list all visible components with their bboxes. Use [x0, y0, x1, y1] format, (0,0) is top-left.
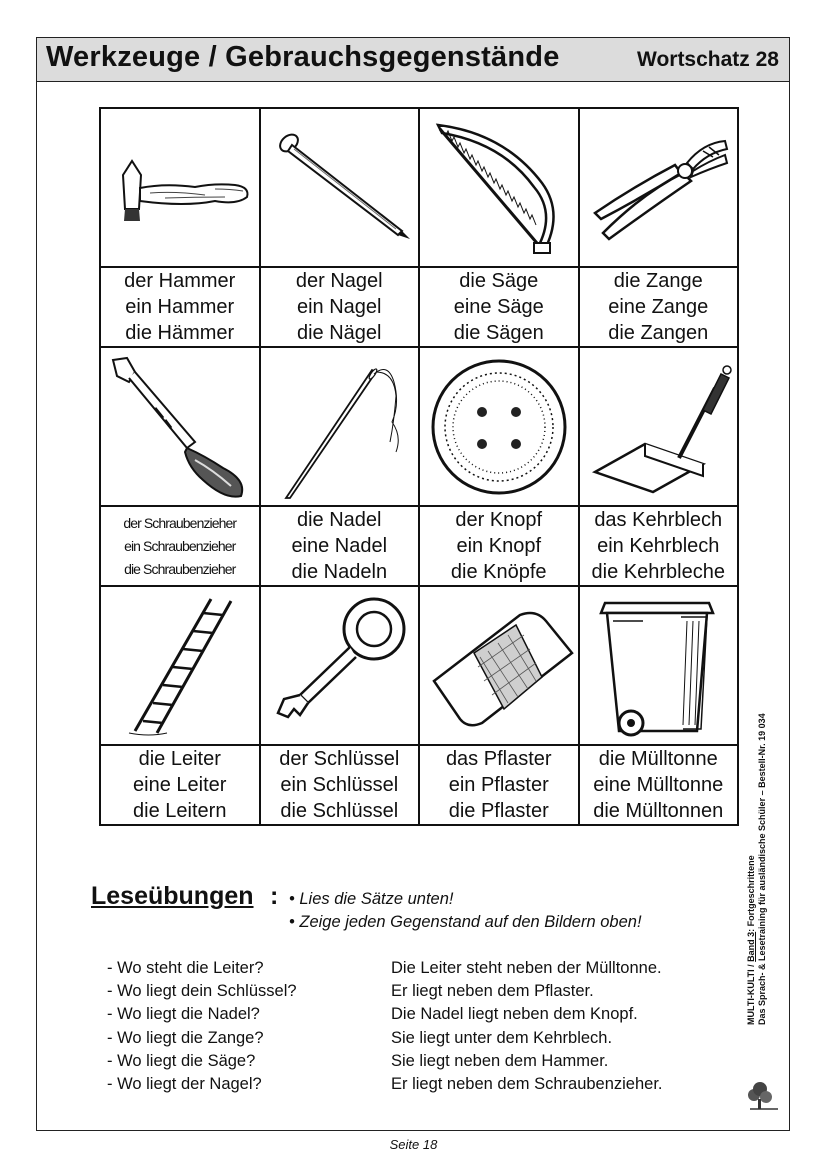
singular-indefinite: eine Säge: [453, 296, 544, 318]
trash-bin-icon: [583, 591, 733, 741]
plural: die Leitern: [133, 800, 227, 822]
instruction: • Zeige jeden Gegenstand auf den Bildern oben!: [289, 913, 642, 931]
plural: die Mülltonnen: [593, 800, 724, 822]
instruction: • Lies die Sätze unten!: [289, 890, 454, 908]
heading-colon: :: [270, 882, 279, 910]
picture-cell: [260, 586, 420, 745]
picture-cell: [100, 108, 260, 267]
pliers-icon: [583, 113, 733, 263]
picture-cell: [100, 586, 260, 745]
label-cell: [260, 267, 420, 347]
header-bar: [37, 38, 789, 82]
singular-indefinite: ein Schlüssel: [280, 774, 399, 796]
plural: die Hämmer: [125, 322, 235, 344]
plural: die Nadeln: [291, 561, 388, 583]
singular-indefinite: ein Kehrblech: [597, 535, 720, 557]
band-number: Band 3: [746, 931, 756, 962]
publisher-logo: [742, 1077, 782, 1118]
label-cell: [100, 267, 260, 347]
label-cell: [100, 506, 260, 586]
singular-indefinite: ein Pflaster: [448, 774, 549, 796]
plural: die Kehrbleche: [591, 561, 725, 583]
singular-definite: der Schlüssel: [279, 748, 400, 770]
page-number: Seite 18: [389, 1137, 438, 1152]
tree-logo-icon: [742, 1077, 782, 1113]
label-cell: [579, 506, 739, 586]
product-line: Das Sprach- & Lesetraining für ausländische Schüler – Bestell-Nr. 19 034: [757, 713, 767, 1025]
question: - Wo liegt die Nadel?: [107, 1005, 260, 1023]
singular-definite: der Knopf: [455, 509, 543, 531]
label-cell: [579, 267, 739, 347]
picture-cell: [419, 347, 579, 506]
publisher-sidebar: [746, 713, 768, 1025]
singular-definite: die Leiter: [138, 748, 221, 770]
plural: die Nägel: [296, 322, 382, 344]
screwdriver-icon: [105, 352, 255, 502]
singular-indefinite: ein Knopf: [456, 535, 541, 557]
singular-indefinite: ein Schraubenzieher: [124, 537, 236, 554]
reading-exercises-heading: Leseübungen: [91, 882, 254, 910]
page-title: Werkzeuge / Gebrauchsgegenstände: [46, 41, 560, 73]
answer: Die Leiter steht neben der Mülltonne.: [391, 959, 662, 977]
plural: die Schlüssel: [280, 800, 399, 822]
question: - Wo steht die Leiter?: [107, 959, 264, 977]
label-cell: [260, 506, 420, 586]
picture-cell: [260, 347, 420, 506]
question: - Wo liegt dein Schlüssel?: [107, 982, 297, 1000]
singular-definite: die Säge: [459, 270, 539, 292]
saw-icon: [424, 113, 574, 263]
picture-cell: [579, 108, 739, 267]
answer: Er liegt neben dem Pflaster.: [391, 982, 594, 1000]
singular-definite: der Hammer: [124, 270, 236, 292]
plaster-icon: [424, 591, 574, 741]
singular-indefinite: eine Leiter: [133, 774, 227, 796]
picture-cell: [100, 347, 260, 506]
picture-cell: [579, 347, 739, 506]
ladder-icon: [105, 591, 255, 741]
answer: Die Nadel liegt neben dem Knopf.: [391, 1005, 638, 1023]
singular-definite: die Nadel: [296, 509, 382, 531]
key-icon: [264, 591, 414, 741]
plural: die Sägen: [453, 322, 544, 344]
hammer-icon: [105, 113, 255, 263]
label-cell: [419, 506, 579, 586]
singular-indefinite: ein Nagel: [296, 296, 382, 318]
plural: die Pflaster: [448, 800, 549, 822]
dustpan-icon: [583, 352, 733, 502]
answer: Sie liegt unter dem Kehrblech.: [391, 1029, 613, 1047]
picture-cell: [419, 586, 579, 745]
label-cell: [100, 745, 260, 825]
question: - Wo liegt die Zange?: [107, 1029, 264, 1047]
singular-definite: das Pflaster: [445, 748, 552, 770]
singular-definite: das Kehrblech: [594, 509, 723, 531]
label-cell: [419, 267, 579, 347]
plural: die Zangen: [608, 322, 709, 344]
picture-cell: [419, 108, 579, 267]
plural: die Knöpfe: [450, 561, 547, 583]
needle-icon: [264, 352, 414, 502]
singular-definite: die Mülltonne: [598, 748, 718, 770]
nail-icon: [264, 113, 414, 263]
label-cell: [260, 745, 420, 825]
button-icon: [424, 352, 574, 502]
series-line: [746, 713, 757, 1025]
series-name: MULTI-KULTI /: [746, 961, 756, 1025]
vocabulary-grid: [99, 107, 739, 826]
question: - Wo liegt die Säge?: [107, 1052, 256, 1070]
band-subtitle: : Fortgeschrittene: [746, 855, 756, 932]
singular-definite: der Nagel: [295, 270, 383, 292]
singular-definite: die Zange: [613, 270, 703, 292]
answer: Sie liegt neben dem Hammer.: [391, 1052, 609, 1070]
question: - Wo liegt der Nagel?: [107, 1075, 262, 1093]
answer: Er liegt neben dem Schraubenzieher.: [391, 1075, 663, 1093]
singular-definite: der Schraubenzieher: [123, 514, 237, 531]
picture-cell: [579, 586, 739, 745]
picture-cell: [260, 108, 420, 267]
label-cell: [419, 745, 579, 825]
vocabulary-number: Wortschatz 28: [637, 48, 779, 71]
label-cell: [579, 745, 739, 825]
singular-indefinite: eine Nadel: [291, 535, 388, 557]
singular-indefinite: eine Zange: [608, 296, 709, 318]
plural: die Schraubenzieher: [124, 560, 236, 577]
singular-indefinite: eine Mülltonne: [593, 774, 724, 796]
singular-indefinite: ein Hammer: [125, 296, 235, 318]
